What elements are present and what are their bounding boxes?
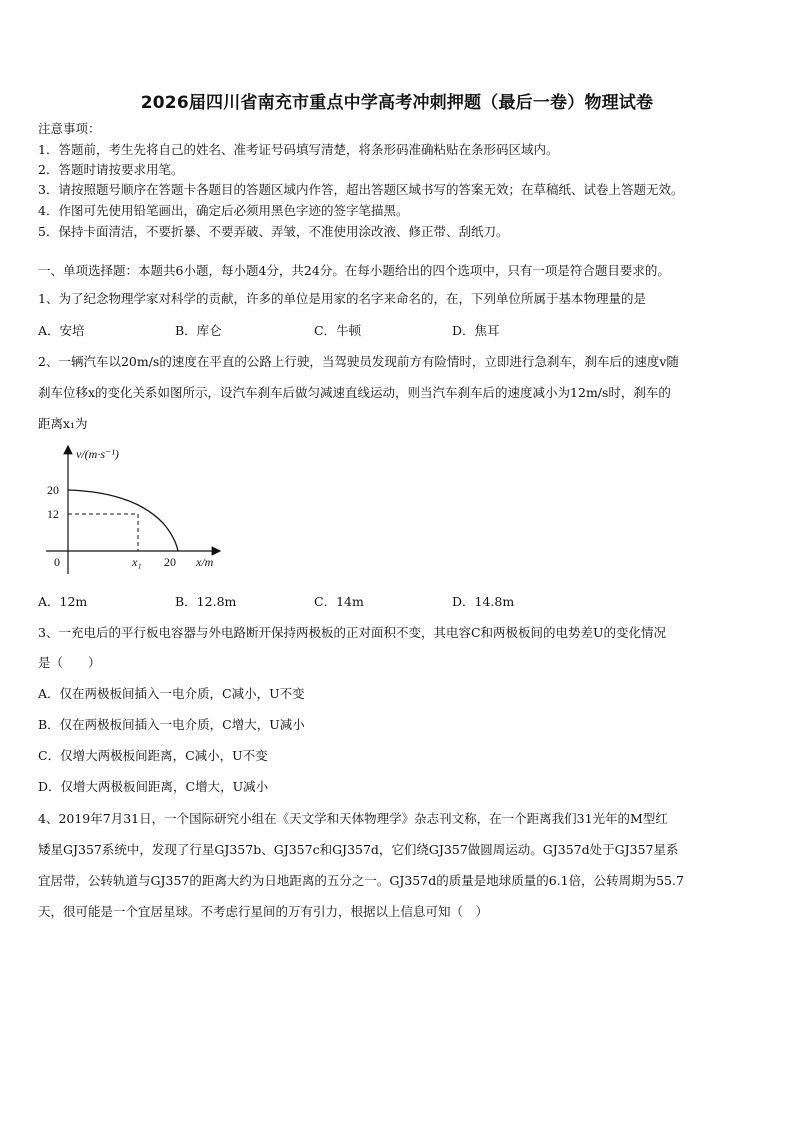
notice-item-3: 3．请按照题号顺序在答题卡各题目的答题区域内作答，超出答题区域书写的答案无效；在草稿纸、试卷上答题无效。 — [38, 182, 684, 197]
page-title: 2026届四川省南充市重点中学高考冲刺押题（最后一卷）物理试卷 — [140, 93, 654, 113]
q2-option-d: D．14.8m — [452, 594, 515, 609]
question-4-line-1: 4、2019年7月31日，一个国际研究小组在《天文学和天体物理学》杂志刊文称，在一个距离我们31光年的M型红 — [38, 811, 668, 826]
notice-item-1: 1．答题前，考生先将自己的姓名、准考证号码填写清楚，将条形码准确粘贴在条形码区域内。 — [38, 142, 559, 157]
notice-item-4: 4．作图可先使用铅笔画出，确定后必须用黑色字迹的签字笔描黑。 — [38, 203, 409, 218]
q3-option-d: D．仅增大两极板间距离，C增大，U减小 — [38, 779, 269, 794]
velocity-curve — [68, 490, 178, 551]
q3-option-c: C．仅增大两极板间距离，C减小，U不变 — [38, 748, 268, 763]
q2-option-c: C．14m — [314, 594, 364, 609]
q3-option-b: B．仅在两极板间插入一电介质，C增大，U减小 — [38, 717, 305, 732]
y-tick-20: 20 — [47, 483, 59, 497]
y-tick-12: 12 — [47, 507, 59, 521]
question-3-line-1: 3、一充电后的平行板电容器与外电路断开保持两极板的正对面积不变，其电容C和两极板间的电势差U的变化情况 — [38, 625, 667, 640]
question-2-line-1: 2、一辆汽车以20m/s的速度在平直的公路上行驶，当驾驶员发现前方有险情时，立即进行急刹车，刹车后的速度v随 — [38, 354, 679, 369]
y-axis-label: v/(m·s⁻¹) — [76, 447, 119, 461]
notice-item-5: 5．保持卡面清洁，不要折暴、不要弄破、弄皱，不准使用涂改液、修正带、刮纸刀。 — [38, 224, 509, 239]
x-tick-x1: x₁ — [132, 555, 142, 569]
q2-option-a: A．12m — [38, 594, 88, 609]
q1-option-d: D．焦耳 — [452, 323, 500, 338]
question-1-stem: 1、为了纪念物理学家对科学的贡献，许多的单位是用家的名字来命名的，在，下列单位所属于基本物理量的是 — [38, 291, 646, 306]
q2-option-b: B．12.8m — [175, 594, 237, 609]
question-3-line-2: 是（ ） — [38, 655, 101, 670]
notice-item-2: 2．答题时请按要求用笔。 — [38, 162, 184, 177]
x-axis-label: x/m — [196, 555, 214, 569]
q1-option-c: C．牛顿 — [314, 323, 362, 338]
q1-option-b: B．库仑 — [175, 323, 222, 338]
x-tick-20: 20 — [164, 555, 176, 569]
question-2-line-2: 刹车位移x的变化关系如图所示，设汽车刹车后做匀减速直线运动，则当汽车刹车后的速度减小为12m/s时，刹车的 — [38, 385, 671, 400]
question-2-line-3: 距离x₁为 — [38, 416, 88, 431]
q3-option-a: A．仅在两极板间插入一电介质，C减小，U不变 — [38, 686, 305, 701]
velocity-displacement-graph — [38, 440, 222, 582]
question-4-line-3: 宜居带，公转轨道与GJ357的距离大约为日地距离的五分之一。GJ357d的质量是地球质量的6.1倍，公转周期为55.7 — [38, 873, 684, 888]
question-4-line-4: 天，很可能是一个宜居星球。不考虑行星间的万有引力，根据以上信息可知（ ） — [38, 904, 489, 919]
q1-option-a: A．安培 — [38, 323, 85, 338]
question-4-line-2: 矮星GJ357系统中，发现了行星GJ357b、GJ357c和GJ357d，它们绕GJ357做圆周运动。GJ357d处于GJ357星系 — [38, 842, 679, 857]
section-heading: 一、单项选择题：本题共6小题，每小题4分，共24分。在每小题给出的四个选项中，只有一项是符合题目要求的。 — [38, 263, 670, 278]
origin-label: 0 — [54, 555, 60, 569]
notice-heading: 注意事项： — [38, 121, 101, 136]
